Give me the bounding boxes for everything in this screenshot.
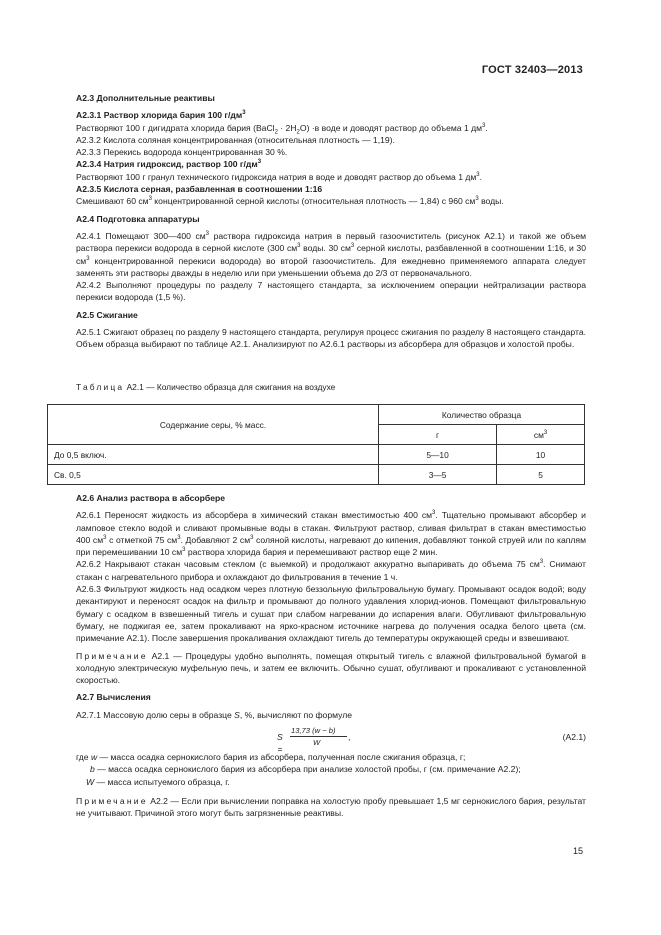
formula-comma: ,	[348, 732, 351, 743]
lower-content	[76, 492, 586, 820]
paragraph-a2-4-1: А2.4.1 Помещают 300—400 $см^3$ раствора гидроксида натрия в первый газоочиститель (рисунок А2.1) и такой же объем раствора перекиси водорода в серной кислоте (300 $см^3$ воды. 30 $см^3$ серной кислоты, разбавленной в соотношении 1:16, и 30 $см^3$ концентрированной перекиси водорода) во второй газоочиститель. Для ежедневно применяемого аппарата следует заменять эти растворы дважды в неделю или при уменьшении объема до 2/3 от первоначального.	[76, 230, 587, 278]
note-a2-1: Примечание А2.1 — Процедуры удобно выполнять, помещая открытый тигель с влажной фильтровальной бумагой в холодную электрическую муфельную печь, и затем ее включить. Обычно сушат, обугливают и прокаливают с установленной скоростью.	[76, 650, 586, 686]
table-header-unit-g: г	[379, 425, 497, 445]
table-header-unit-cm: $см^3$	[497, 425, 585, 445]
note-a2-2: Примечание А2.2 — Если при вычислении поправка на холостую пробу превышает 1,5 мг сернокислого бария, результат не учитывают. Причиной этого могут быть загрязненные реактивы.	[76, 795, 586, 819]
where-w: где w — масса осадка сернокислого бария из абсорбера, полученная после сжигания образца, г;	[76, 752, 466, 763]
formula-numerator: 13,73 (w − b)	[291, 726, 336, 736]
paragraph-a2-6-1: А2.6.1 Переносят жидкость из абсорбера в химический стакан вместимостью 400 $см^3$. Тщательно промывают абсорбер и ламповое стекло водой и сливают промывные воды в стакан. Фильтруют раствор, сливая фильтрат в стакан вместимостью 400 $см^3$ с отметкой 75 $см^3$. Добавляют 2 $см^3$ соляной кислоты, нагревают до кипения, добавляют тонкой струей или по каплям при перемешивании 10 $см^3$ раствора хлорида бария и перемешивают раствор еще 2 мин.	[76, 510, 586, 558]
section-a2-5-title: А2.5 Сжигание	[76, 309, 138, 320]
subsection-a2-3-4-title: А2.3.4 Натрия гидроксид, раствор 100 $г/дм^3$	[76, 159, 262, 170]
table-cell-g: 5—10	[379, 445, 497, 465]
paragraph-a2-3-5: Смешивают 60 $см^3$ концентрированной серной кислоты (относительная плотность — 1,84) с 960 $см^3$ воды.	[76, 196, 504, 207]
paragraph-a2-3-4: Растворяют 100 г гранул технического гидроксида натрия в воде и доводят раствор до объема 1 $дм^3$.	[76, 171, 483, 182]
formula-block	[76, 721, 586, 755]
standard-number: ГОСТ 32403—2013	[481, 64, 583, 76]
section-a2-6-title: А2.6 Анализ раствора в абсорбере	[76, 493, 226, 503]
table-row	[48, 465, 585, 485]
paragraph-a2-6-2: А2.6.2 Накрывают стакан часовым стеклом (с выемкой) и продолжают аккуратно выпаривать до объема 75 $см^3$. Снимают стакан с нагревательного прибора и охлаждают до фильтрования в течение 1 ч.	[76, 559, 586, 582]
paragraph-a2-7-1: А2.7.1 Массовую долю серы в образце S, %, вычисляют по формуле	[76, 709, 353, 720]
table-cell-sulfur: Св. 0,5	[48, 465, 379, 485]
paragraph-a2-4-2: А2.4.2 Выполняют процедуры по разделу 7 настоящего стандарта, за исключением операции нейтрализации раствора перекиси водорода (1,5 %).	[76, 280, 586, 303]
paragraph-a2-3-2: А2.3.2 Кислота соляная концентрированная (относительная плотность — 1,19).	[76, 134, 395, 145]
table-cell-cm: 10	[497, 445, 585, 465]
table-row	[48, 445, 585, 465]
where-b: b — масса осадка сернокислого бария из абсорбера при анализе холостой пробы, г (см. примечание А2.2);	[90, 764, 521, 775]
table-header-sulfur: Содержание серы, % масс.	[48, 405, 379, 445]
formula-label: (А2.1)	[562, 732, 586, 743]
where-W: W — масса испытуемого образца, г.	[86, 776, 230, 787]
main-content	[76, 92, 586, 351]
table-header-amount: Количество образца	[379, 405, 585, 425]
formula-denominator: W	[313, 738, 321, 748]
subsection-a2-3-5-title: А2.3.5 Кислота серная, разбавленная в соотношении 1:16	[76, 184, 323, 195]
paragraph-a2-3-1: Растворяют 100 г дигидрата хлорида бария (BaCl$_2$ · $2H_2O) \cdot в$ воде и доводят раствор до объема 1 $дм^3$.	[76, 122, 488, 136]
section-a2-3-title: А2.3 Дополнительные реактивы	[76, 93, 215, 103]
table-cell-sulfur: До 0,5 включ.	[48, 445, 379, 465]
paragraph-a2-3-3: А2.3.3 Перекись водорода концентрированная 30 %.	[76, 147, 288, 158]
section-a2-4-title: А2.4 Подготовка аппаратуры	[76, 213, 200, 224]
sample-quantity-table	[47, 404, 585, 485]
section-a2-7-title: А2.7 Вычисления	[76, 692, 151, 703]
formula-lhs: S =	[277, 732, 283, 755]
subsection-a2-3-1-title: А2.3.1 Раствор хлорида бария 100 $г/дм^3$	[76, 110, 246, 121]
paragraph-a2-5-1: А2.5.1 Сжигают образец по разделу 9 настоящего стандарта, регулируя процесс сжигания по разделу 8 настоящего стандарта. Объем образца выбирают по таблице А2.1. Анализируют по А2.6.1 растворы из абсорбера для образцов и холостой пробы.	[76, 327, 586, 350]
table-caption: Таблица А2.1 — Количество образца для сжигания на воздухе	[76, 382, 336, 392]
page-number: 15	[572, 846, 583, 856]
table-cell-g: 3—5	[379, 465, 497, 485]
table-cell-cm: 5	[497, 465, 585, 485]
paragraph-a2-6-3: А2.6.3 Фильтруют жидкость над осадком через плотную беззольную фильтровальную бумагу. Промывают осадок водой; воду декантируют и переносят осадок на фильтр и промывают до полного удавления хлорид-ионов. Помещают фильтровальную бумагу с осадком в взвешенный тигель и сушат при слабом нагревании до испарения влаги. Обугливают фильтровальную бумагу, не поджигая ее, затем прокаливают на ярко-красном источнике нагрева до получения осадка белого цвета (см. примечание А2.1). После завершения прокаливания охлаждают тигель до температуры окружающей среды и взвешивают.	[76, 584, 586, 644]
